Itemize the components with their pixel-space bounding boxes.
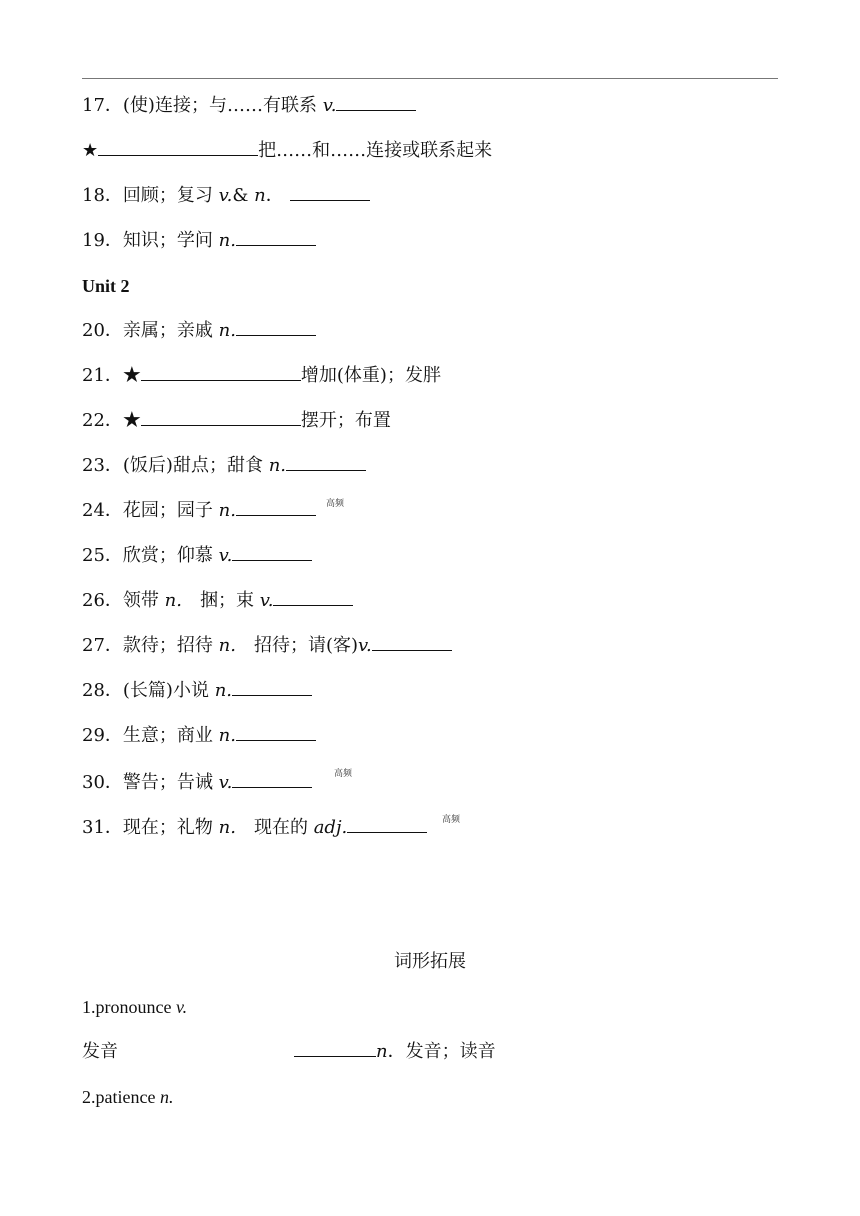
- answer-blank[interactable]: [141, 364, 301, 381]
- vocab-item-18: 18．回顾；复习 v.& n．: [82, 184, 370, 208]
- answer-blank[interactable]: [336, 94, 416, 111]
- vocab-item-29: 29．生意；商业 n.: [82, 724, 316, 748]
- vocab-item-23: 23．(饭后)甜点；甜食 n.: [82, 454, 366, 478]
- vocab-item-21: 21．★ 增加(体重)；发胖: [82, 365, 441, 386]
- answer-blank[interactable]: [232, 771, 312, 788]
- answer-blank[interactable]: [372, 634, 452, 651]
- vocab-item-25: 25．欣赏；仰慕 v.: [82, 544, 312, 568]
- answer-blank[interactable]: [290, 184, 370, 201]
- header-rule: [82, 78, 778, 79]
- answer-blank[interactable]: [236, 319, 316, 336]
- extension-item-1: 1.pronounce v.: [82, 997, 188, 1017]
- frequency-tag: 高频: [334, 769, 353, 779]
- answer-blank[interactable]: [294, 1040, 376, 1057]
- vocab-phrase-connect: ★ 把……和……连接或联系起来: [82, 140, 493, 161]
- vocab-item-24: 24．花园；园子 n.: [82, 499, 316, 523]
- vocab-item-30: 30．警告；告诫 v.: [82, 771, 312, 795]
- frequency-tag: 高频: [442, 815, 461, 825]
- vocab-item-27: 27．款待；招待 n. 招待；请(客)v.: [82, 634, 452, 658]
- answer-blank[interactable]: [141, 409, 301, 426]
- vocab-item-26: 26．领带 n. 捆；束 v.: [82, 589, 353, 613]
- vocab-item-17: 17．(使)连接；与……有联系 v.: [82, 94, 416, 118]
- answer-blank[interactable]: [236, 229, 316, 246]
- extension-item-1-meaning: 发音: [82, 1041, 118, 1062]
- vocab-item-31: 31．现在；礼物 n. 现在的 adj.: [82, 816, 427, 840]
- answer-blank[interactable]: [236, 499, 316, 516]
- answer-blank[interactable]: [347, 816, 427, 833]
- vocab-item-28: 28．(长篇)小说 n.: [82, 679, 312, 703]
- answer-blank[interactable]: [98, 139, 258, 156]
- frequency-tag: 高频: [326, 499, 345, 509]
- answer-blank[interactable]: [236, 724, 316, 741]
- answer-blank[interactable]: [286, 454, 366, 471]
- extension-item-2: 2.patience n.: [82, 1087, 174, 1107]
- answer-blank[interactable]: [232, 679, 312, 696]
- extension-item-1-derived: n．发音；读音: [294, 1040, 496, 1064]
- vocab-item-20: 20．亲属；亲戚 n.: [82, 319, 316, 343]
- answer-blank[interactable]: [232, 544, 312, 561]
- section-title: 词形拓展: [394, 951, 466, 972]
- vocab-item-22: 22．★ 摆开；布置: [82, 410, 391, 431]
- vocab-item-19: 19．知识；学问 n.: [82, 229, 316, 253]
- answer-blank[interactable]: [273, 589, 353, 606]
- unit-heading: Unit 2: [82, 276, 130, 296]
